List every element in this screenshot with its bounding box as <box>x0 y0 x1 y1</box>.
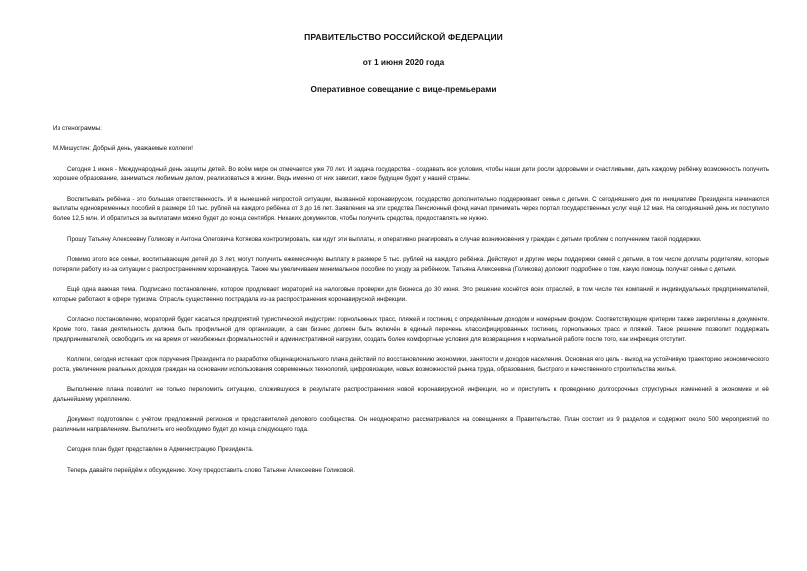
paragraph: Сегодня 1 июня - Международный день защиты детей. Во всём мире он отмечается уже 70 лет. И задача государства - создавать все условия, чтобы наши дети росли здоровыми и счастливыми, дать каждому ребёнку возможность получить хорошее образование, заниматься любимым делом, реализоваться в жизни. Ведь именно от них зависит, какое будущее будет у нашей страны. <box>53 165 769 183</box>
document-subtitle: Оперативное совещание с вице-премьерами <box>310 84 497 94</box>
paragraph: Выполнение плана позволит не только переломить ситуацию, сложившуюся в результате распространения новой коронавирусной инфекции, но и приступить к проведению долгосрочных структурных изменений в экономике и её дальнейшему укреплению. <box>53 386 769 403</box>
paragraph: Коллеги, сегодня истекает срок поручения Президента по разработке общенационального плана действий по восстановлению экономики, занятости и доходов населения. Основная его цель - выход на устойчивую траекторию экономического роста, увеличение реальных доходов граждан на основании использования современных технологий, цифровизации, новых возможностей рынка труда, образования, быстрого и качественного строительства жилья. <box>53 355 769 373</box>
paragraph: Прошу Татьяну Алексеевну Голикову и Антона Олеговича Котякова контролировать, как идут эти выплаты, и оперативно реагировать в случае возникновения у граждан с детьми проблем с получением такой поддержки. <box>67 235 702 243</box>
paragraph: Согласно постановлению, мораторий будет касаться предприятий туристической индустрии: горнолыжных трасс, пляжей и гостиниц с определённым доходом и номерным фондом. Соответствующие критерии также закреплены в документе. Кроме того, такая деятельность должна быть профильной для организации, а сам бизнес должен быть включён в единый перечень классифицированных гостиниц, горнолыжных трасс и пляжей. Такое решение позволит поддержать предпринимателей, освободить их на время от неизбежных формальностей и административной нагрузки, создать более комфортные условия для возвращения к нормальной работе после того, как инфекция отступит. <box>53 316 769 343</box>
document-title: ПРАВИТЕЛЬСТВО РОССИЙСКОЙ ФЕДЕРАЦИИ <box>304 32 503 42</box>
paragraph: Сегодня план будет представлен в Администрацию Президента. <box>67 446 254 454</box>
document-body <box>53 124 769 486</box>
paragraph-greeting: М.Мишустин: Добрый день, уважаемые коллеги! <box>53 145 193 153</box>
paragraph: Помимо этого все семьи, воспитывающие детей до 3 лет, могут получить ежемесячную выплату в размере 5 тыс. рублей на каждого ребёнка. Действуют и другие меры поддержки семей с детьми, в том числе доплаты родителям, которые потеряли работу из-за ситуации с распространением коронавируса. Также мы увеличиваем минимальное пособие по уходу за ребёнком. Татьяна Алексеевна (Голикова) доложит подробнее о том, какую помощь получат семьи с детьми. <box>53 255 769 273</box>
paragraph-intro: Из стенограммы: <box>53 125 102 132</box>
document-date: от 1 июня 2020 года <box>362 57 445 67</box>
paragraph: Воспитывать ребёнка - это большая ответственность. И в нынешней непростой ситуации, вызванной коронавирусом, государство дополнительно поддерживает семьи с детьми. С сегодняшнего дня по инициативе Президента начинаются выплаты единовременных пособий в размере 10 тыс. рублей на каждого ребёнка от 3 до 16 лет. Заявления на эти средства Пенсионный фонд начал принимать через портал государственных услуг ещё 12 мая. На сегодняшний день их поступило более 12,5 млн. И обратиться за выплатами можно будет до конца сентября. Никаких документов, чтобы получить средства, предоставлять не нужно. <box>53 195 769 223</box>
paragraph: Теперь давайте перейдём к обсуждению. Хочу предоставить слово Татьяне Алексеевне Голиковой. <box>67 466 355 474</box>
paragraph: Документ подготовлен с учётом предложений регионов и представителей делового сообщества. Он неоднократно рассматривался на совещаниях в Правительстве. План состоит из 9 разделов и содержит около 500 мероприятий по различным направлениям. Выполнить его необходимо будет до конца следующего года. <box>53 416 769 433</box>
paragraph: Ещё одна важная тема. Подписано постановление, которое продлевает мораторий на налоговые проверки для бизнеса до 30 июня. Это решение коснётся всех отраслей, в том числе тех компаний и индивидуальных предпринимателей, которые работают в сфере туризма. Отрасль существенно пострадала из-за распространения коронавирусной инфекции. <box>53 285 769 303</box>
